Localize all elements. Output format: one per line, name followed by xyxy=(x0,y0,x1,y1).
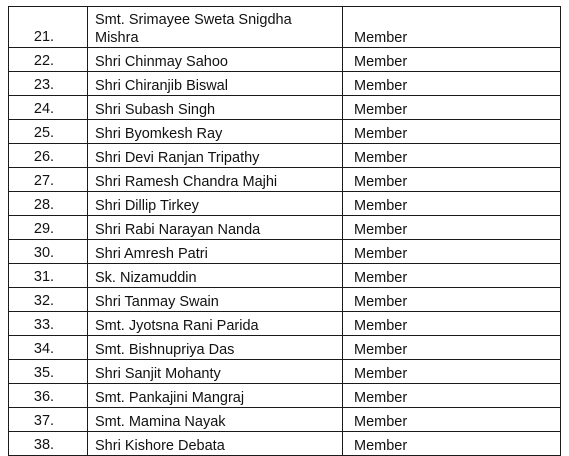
member-role: Member xyxy=(343,120,561,144)
member-name: Shri Rabi Narayan Nanda xyxy=(88,216,343,240)
table-row xyxy=(9,240,561,264)
table-row xyxy=(9,408,561,432)
table-row xyxy=(9,264,561,288)
member-name: Smt. Mamina Nayak xyxy=(88,408,343,432)
member-role: Member xyxy=(343,288,561,312)
member-name: Shri Dillip Tirkey xyxy=(88,192,343,216)
member-name: Sk. Nizamuddin xyxy=(88,264,343,288)
table-row xyxy=(9,384,561,408)
member-name: Shri Tanmay Swain xyxy=(88,288,343,312)
serial-number: 31. xyxy=(9,264,88,288)
serial-number: 26. xyxy=(9,144,88,168)
table-row xyxy=(9,72,561,96)
table-row xyxy=(9,192,561,216)
serial-number: 29. xyxy=(9,216,88,240)
member-name: Shri Kishore Debata xyxy=(88,432,343,456)
serial-number: 37. xyxy=(9,408,88,432)
member-role: Member xyxy=(343,264,561,288)
member-name: Shri Amresh Patri xyxy=(88,240,343,264)
member-role: Member xyxy=(343,192,561,216)
member-role: Member xyxy=(343,7,561,48)
member-role: Member xyxy=(343,48,561,72)
serial-number: 34. xyxy=(9,336,88,360)
table-row xyxy=(9,432,561,456)
member-role: Member xyxy=(343,72,561,96)
serial-number: 27. xyxy=(9,168,88,192)
member-name: Smt. Bishnupriya Das xyxy=(88,336,343,360)
member-role: Member xyxy=(343,216,561,240)
member-name: Smt. Srimayee Sweta Snigdha Mishra xyxy=(88,7,343,48)
serial-number: 33. xyxy=(9,312,88,336)
serial-number: 24. xyxy=(9,96,88,120)
member-role: Member xyxy=(343,240,561,264)
member-role: Member xyxy=(343,168,561,192)
member-role: Member xyxy=(343,384,561,408)
table-row xyxy=(9,168,561,192)
table-row xyxy=(9,216,561,240)
serial-number: 32. xyxy=(9,288,88,312)
table-row xyxy=(9,360,561,384)
member-role: Member xyxy=(343,336,561,360)
member-name: Smt. Jyotsna Rani Parida xyxy=(88,312,343,336)
member-name: Shri Ramesh Chandra Majhi xyxy=(88,168,343,192)
table-row xyxy=(9,288,561,312)
member-role: Member xyxy=(343,96,561,120)
serial-number: 36. xyxy=(9,384,88,408)
serial-number: 21. xyxy=(9,7,88,48)
table-row xyxy=(9,96,561,120)
member-name: Shri Subash Singh xyxy=(88,96,343,120)
table-row xyxy=(9,48,561,72)
member-name: Shri Chiranjib Biswal xyxy=(88,72,343,96)
member-name: Smt. Pankajini Mangraj xyxy=(88,384,343,408)
serial-number: 22. xyxy=(9,48,88,72)
serial-number: 25. xyxy=(9,120,88,144)
member-name: Shri Sanjit Mohanty xyxy=(88,360,343,384)
member-name: Shri Byomkesh Ray xyxy=(88,120,343,144)
table-row xyxy=(9,120,561,144)
table-row xyxy=(9,336,561,360)
table-row xyxy=(9,7,561,48)
table-row xyxy=(9,144,561,168)
member-name: Shri Devi Ranjan Tripathy xyxy=(88,144,343,168)
members-table xyxy=(8,6,561,456)
serial-number: 23. xyxy=(9,72,88,96)
member-role: Member xyxy=(343,360,561,384)
member-role: Member xyxy=(343,408,561,432)
members-table-body xyxy=(9,7,561,456)
serial-number: 38. xyxy=(9,432,88,456)
table-row xyxy=(9,312,561,336)
member-role: Member xyxy=(343,312,561,336)
member-name: Shri Chinmay Sahoo xyxy=(88,48,343,72)
serial-number: 30. xyxy=(9,240,88,264)
member-role: Member xyxy=(343,432,561,456)
serial-number: 35. xyxy=(9,360,88,384)
serial-number: 28. xyxy=(9,192,88,216)
member-role: Member xyxy=(343,144,561,168)
